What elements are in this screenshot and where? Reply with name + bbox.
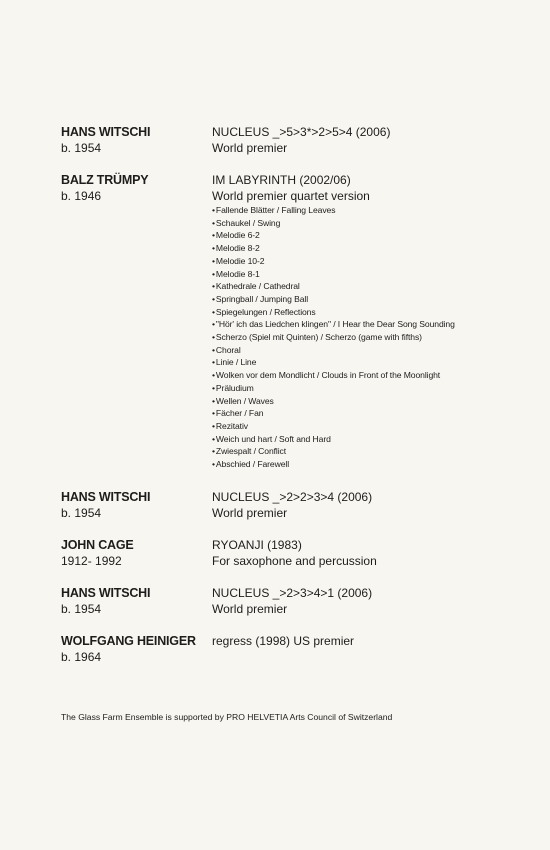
sponsor-footer: The Glass Farm Ensemble is supported by PRO HELVETIA Arts Council of Switzerland xyxy=(61,712,393,722)
movement-item: • Kathedrale / Cathedral xyxy=(212,280,542,293)
movement-item: • Spiegelungen / Reflections xyxy=(212,306,542,319)
work-title: NUCLEUS _>5>3*>2>5>4 (2006) xyxy=(212,125,391,139)
composer-dates: b. 1946 xyxy=(61,189,102,203)
movement-item: • Springball / Jumping Ball xyxy=(212,293,542,306)
work-title: NUCLEUS _>2>2>3>4 (2006) xyxy=(212,490,373,504)
composer-block xyxy=(61,489,211,521)
movement-item: • "Hör' ich das Liedchen klingen" / I Hear the Dear Song Sounding xyxy=(212,318,542,331)
composer-dates: b. 1954 xyxy=(61,141,102,155)
work-note: World premier xyxy=(212,602,288,616)
movement-item: • Scherzo (Spiel mit Quinten) / Scherzo (game with fifths) xyxy=(212,331,542,344)
work-note: World premier xyxy=(212,506,288,520)
work-block xyxy=(212,537,542,569)
movement-item: • Fallende Blätter / Falling Leaves xyxy=(212,204,542,217)
composer-dates: b. 1954 xyxy=(61,506,102,520)
work-title: NUCLEUS _>2>3>4>1 (2006) xyxy=(212,586,373,600)
movement-item: • Choral xyxy=(212,344,542,357)
movement-item: • Linie / Line xyxy=(212,356,542,369)
work-note: World premier quartet version xyxy=(212,189,370,203)
movement-item: • Wellen / Waves xyxy=(212,395,542,408)
work-title: regress (1998) US premier xyxy=(212,634,355,648)
movement-item: • Schaukel / Swing xyxy=(212,217,542,230)
composer-block xyxy=(61,633,211,665)
movement-item: • Zwiespalt / Conflict xyxy=(212,445,542,458)
movement-item: • Melodie 8-1 xyxy=(212,268,542,281)
work-block xyxy=(212,172,542,471)
composer-name: BALZ TRÜMPY xyxy=(61,173,149,187)
composer-name: JOHN CAGE xyxy=(61,538,134,552)
composer-name: HANS WITSCHI xyxy=(61,490,151,504)
movement-item: • Fächer / Fan xyxy=(212,407,542,420)
movement-list xyxy=(212,204,542,471)
composer-name: HANS WITSCHI xyxy=(61,586,151,600)
movement-item: • Wolken vor dem Mondlicht / Clouds in Front of the Moonlight xyxy=(212,369,542,382)
work-block xyxy=(212,124,542,156)
movement-item: • Weich und hart / Soft and Hard xyxy=(212,433,542,446)
movement-item: • Melodie 10-2 xyxy=(212,255,542,268)
movement-item: • Melodie 6-2 xyxy=(212,229,542,242)
work-block xyxy=(212,585,542,617)
work-title: IM LABYRINTH (2002/06) xyxy=(212,173,351,187)
work-title: RYOANJI (1983) xyxy=(212,538,302,552)
composer-block xyxy=(61,124,211,156)
movement-item: • Rezitativ xyxy=(212,420,542,433)
composer-name: WOLFGANG HEINIGER xyxy=(61,634,196,648)
composer-block xyxy=(61,537,211,569)
composer-name: HANS WITSCHI xyxy=(61,125,151,139)
work-block xyxy=(212,633,542,649)
movement-item: • Abschied / Farewell xyxy=(212,458,542,471)
composer-block xyxy=(61,585,211,617)
composer-block xyxy=(61,172,211,204)
composer-dates: b. 1964 xyxy=(61,650,102,664)
work-note: For saxophone and percussion xyxy=(212,554,377,568)
composer-dates: b. 1954 xyxy=(61,602,102,616)
work-note: World premier xyxy=(212,141,288,155)
movement-item: • Präludium xyxy=(212,382,542,395)
movement-item: • Melodie 8-2 xyxy=(212,242,542,255)
composer-dates: 1912- 1992 xyxy=(61,554,122,568)
work-block xyxy=(212,489,542,521)
